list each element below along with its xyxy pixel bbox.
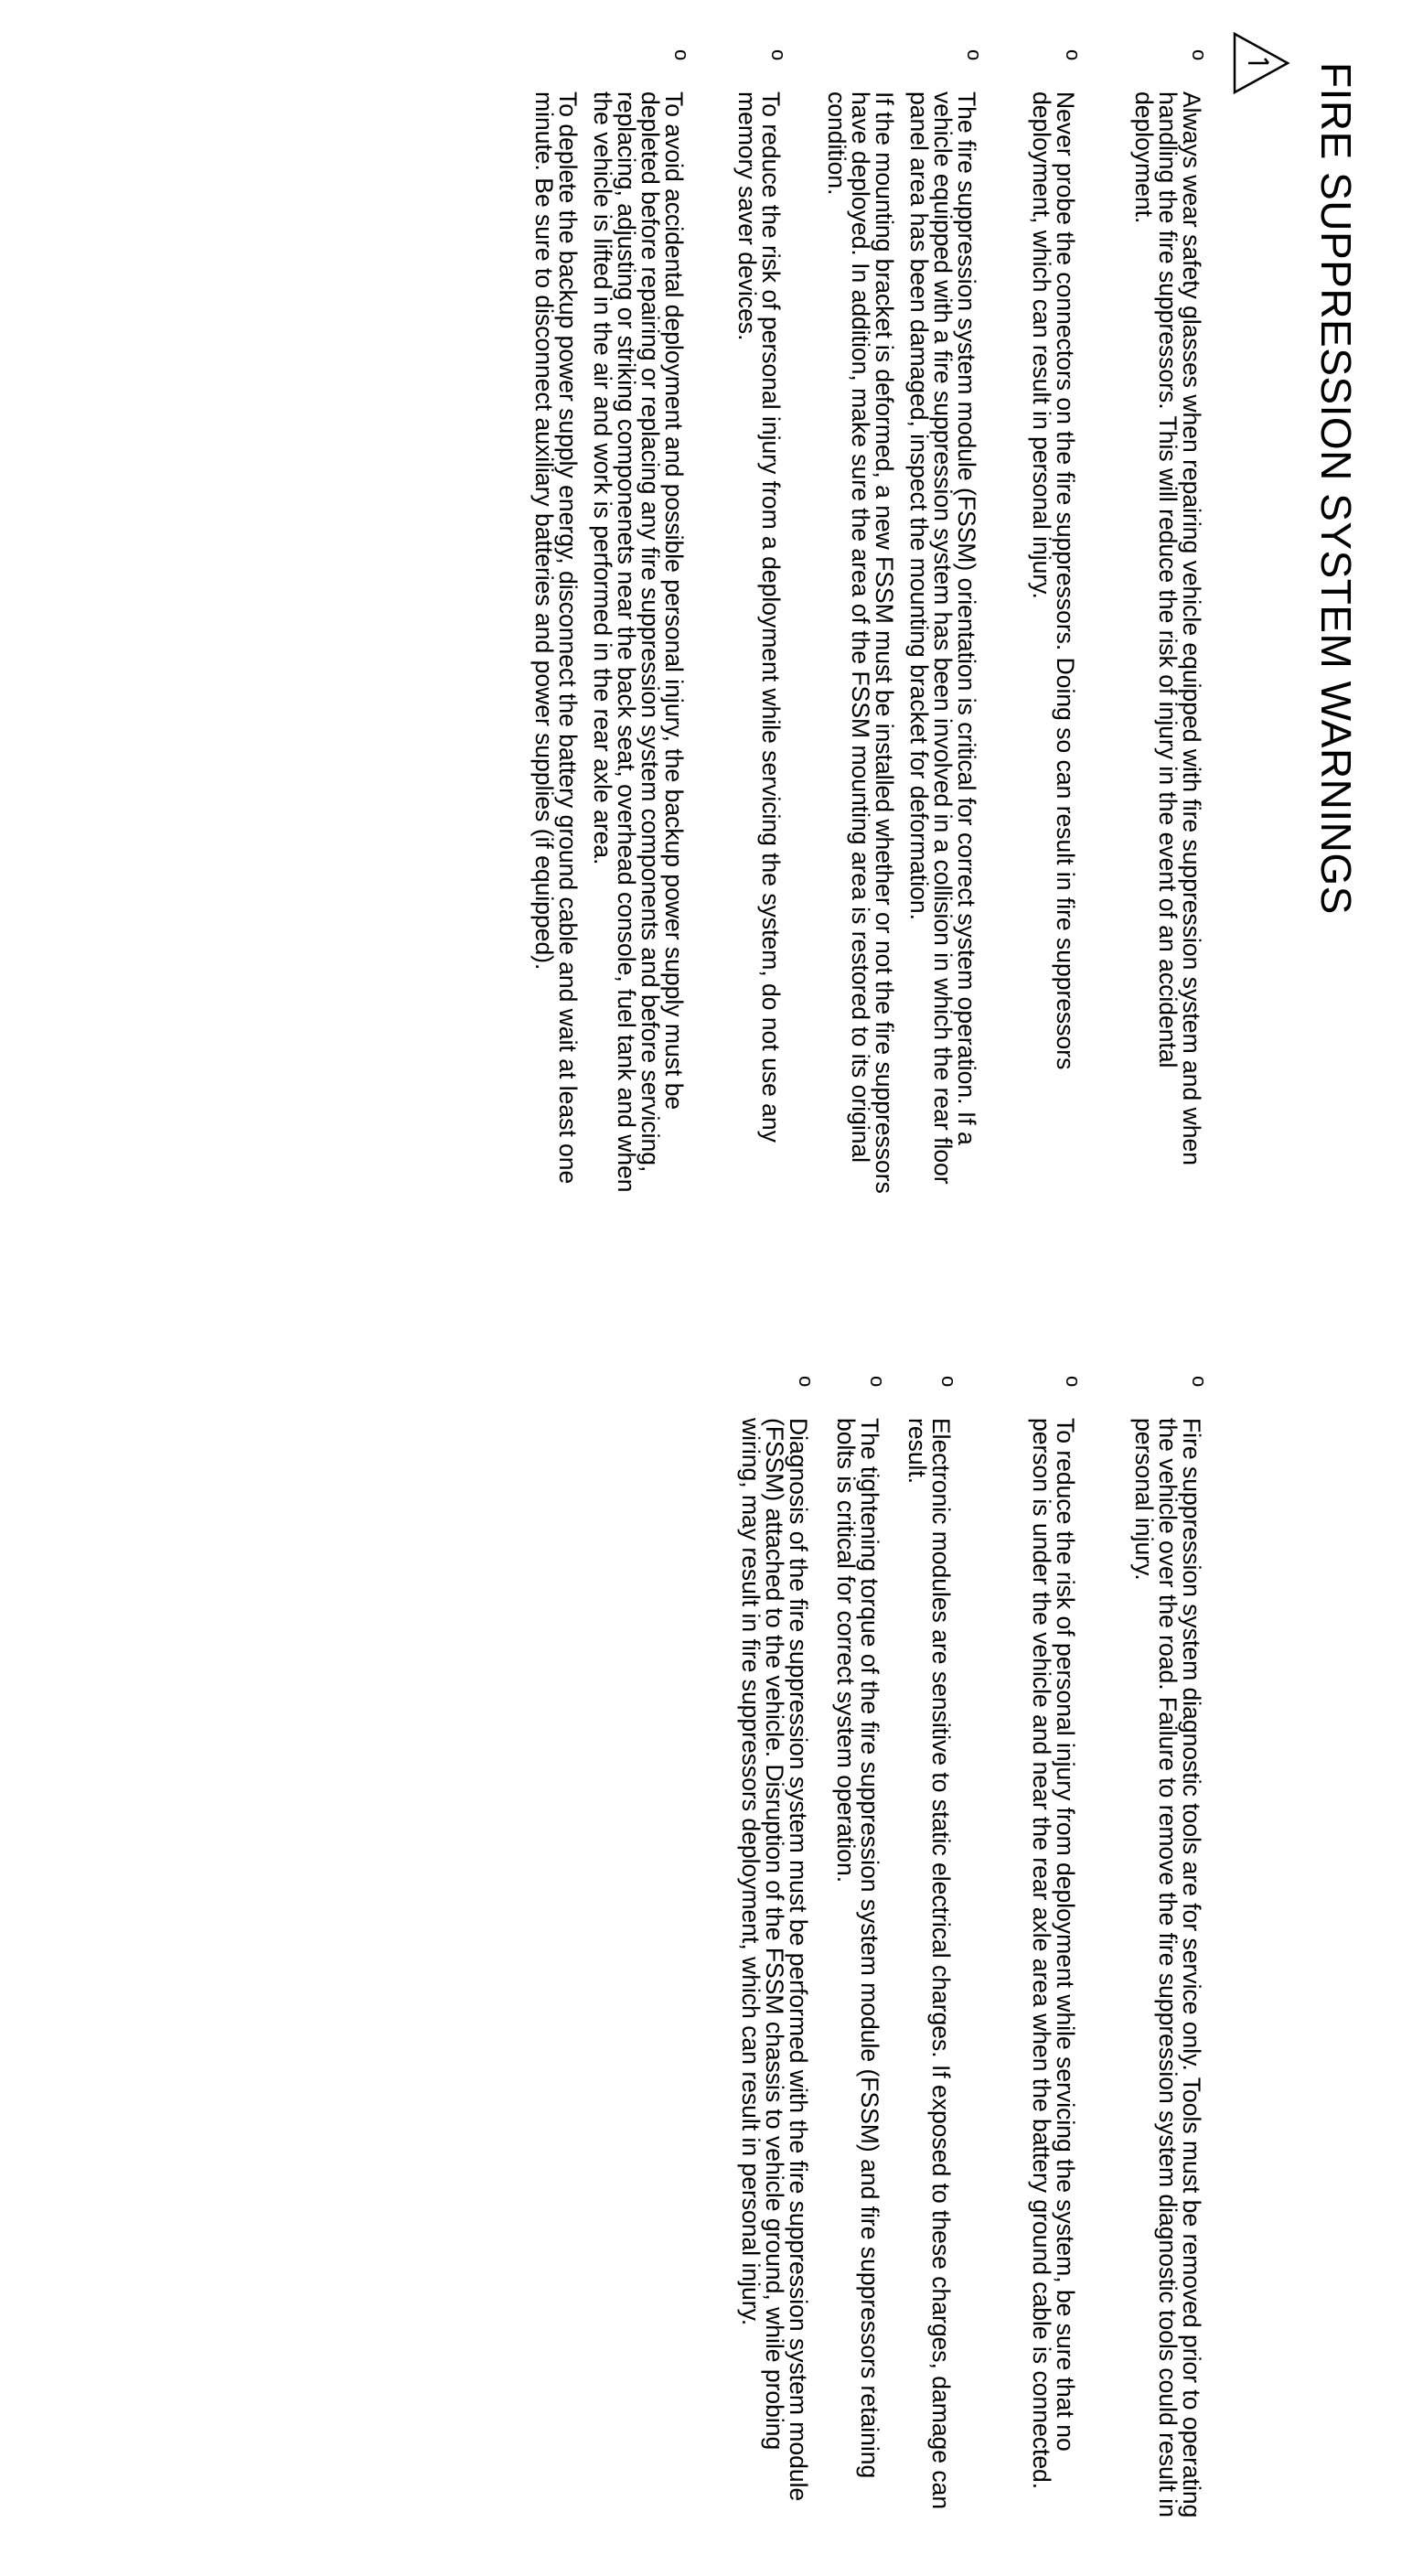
- warning-text: Fire suppression system diagnostic tools are for service only. Tools must be removed prior to operating the vehicle over the road. Failure to remove the fire suppression system diagnostic tools could result in personal injury.: [1130, 1418, 1205, 2518]
- list-item: [823, 46, 986, 1198]
- list-item: [904, 1372, 960, 2525]
- list-item: [733, 46, 790, 1198]
- bullet-icon: o: [670, 49, 693, 61]
- warning-text: To deplete the backup power supply energy, disconnect the battery ground cable and wait at least one minute. Be sure to disconnect auxiliary batteries and power supplies (if equipped).: [530, 91, 582, 1185]
- warning-text: The tightening torque of the fire suppression system module (FSSM) and fire suppressors retaining bolts is critical for correct system operation.: [832, 1418, 883, 2479]
- warning-text: If the mounting bracket is deformed, a new FSSM must be installed whether or not the fire suppressors have deployed. In addition, make sure the area of the FSSM mounting area is restored to its original condition.: [823, 91, 898, 1194]
- bullet-icon: o: [1062, 49, 1085, 61]
- warning-text: Never probe the connectors on the fire suppressors. Doing so can result in fire suppressors deployment, which can result in personal injury.: [1028, 91, 1079, 1070]
- title-row: [1286, 37, 1405, 1592]
- bullet-icon: o: [767, 49, 790, 61]
- bullet-icon: o: [1062, 1376, 1085, 1388]
- bullet-icon: o: [963, 49, 986, 61]
- list-item: [1028, 46, 1085, 1198]
- warning-text: Diagnosis of the fire suppression system must be performed with the fire suppression system module (FSSM) attached to the vehicle. Disruption of the FSSM chassis to vehicle ground, while probing wiring, may result in fire suppressors deployment, which can result in personal injury.: [737, 1418, 812, 2502]
- list-item: [832, 1372, 889, 2525]
- list-item: [1028, 1372, 1085, 2525]
- warning-text: Always wear safety glasses when repairing vehicle equipped with fire suppression system and when handling the fire suppressors. This will reduce the risk of injury in the event of an accidental deployment.: [1130, 91, 1205, 1165]
- list-item: [530, 46, 693, 1198]
- page-title: FIRE SUPPRESSION SYSTEM WARNINGS: [1312, 62, 1360, 915]
- warning-text: To reduce the risk of personal injury from a deployment while servicing the system, do not use any memory saver devices.: [733, 91, 785, 1143]
- warning-text: To reduce the risk of personal injury from deployment while servicing the system, be sure that no person is under the vehicle and near the rear axle area when the battery ground cable is connected.: [1028, 1418, 1079, 2490]
- bullet-icon: o: [1188, 49, 1211, 61]
- bullet-icon: o: [937, 1376, 960, 1388]
- list-item: [1130, 1372, 1211, 2525]
- bullet-icon: o: [866, 1376, 889, 1388]
- bullet-icon: o: [795, 1376, 818, 1388]
- list-item: [1130, 46, 1211, 1198]
- warning-text: To avoid accidental deployment and possible personal injury, the backup power supply must be depleted before repairing or replacing any fire suppression system components and before servicing, replacing, adjusting or striking componenets near the back seat, overhead console, fuel tank and when the vehicle is lifted in the air and work is performed in the rear axle area.: [589, 91, 688, 1193]
- bullet-icon: o: [1188, 1376, 1211, 1388]
- list-item: [737, 1372, 818, 2525]
- warning-text: The fire suppression system module (FSSM) orientation is critical for correct system operation. If a vehicle equipped with a fire suppression system has been involved in a collision in which the rear floor panel area has been damaged, inspect the mounting bracket for deformation.: [905, 91, 980, 1185]
- warning-text: Electronic modules are sensitive to static electrical charges. If exposed to these charges, damage can result.: [904, 1418, 955, 2510]
- warning-triangle-icon: [1232, 31, 1290, 95]
